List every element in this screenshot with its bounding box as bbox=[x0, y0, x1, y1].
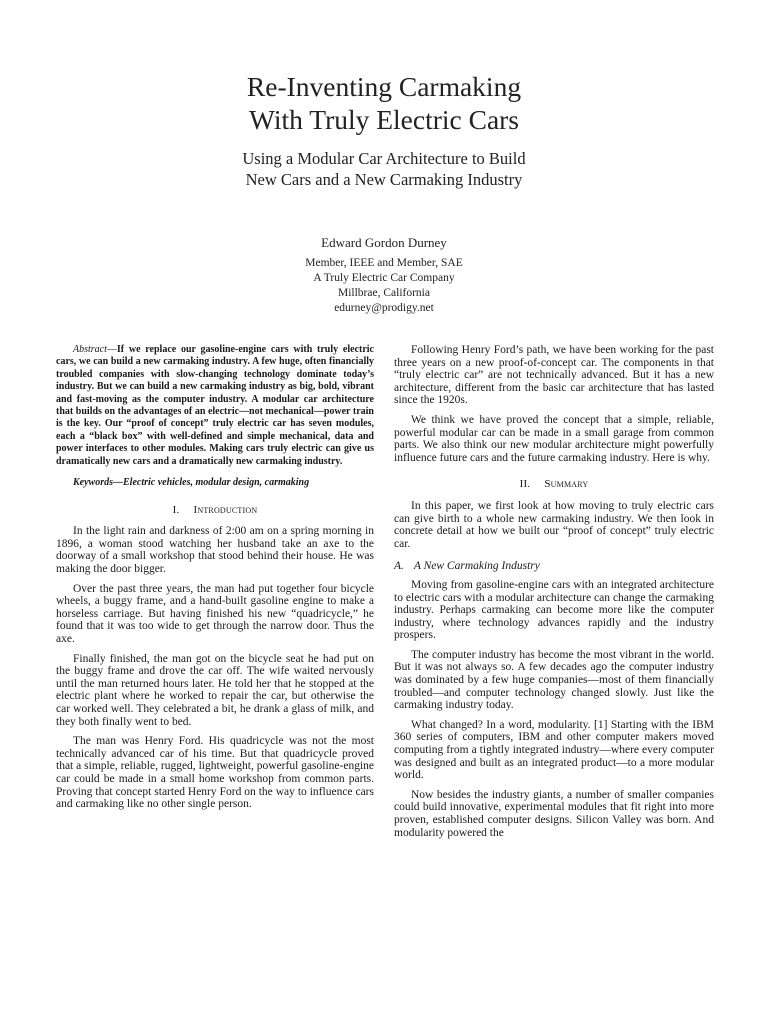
section-title: Introduction bbox=[193, 503, 258, 516]
keywords-label: Keywords— bbox=[73, 477, 123, 489]
section-title: Summary bbox=[544, 478, 589, 491]
affiliation-line: A Truly Electric Car Company bbox=[313, 272, 455, 284]
title-line-1: Re-Inventing Carmaking bbox=[246, 71, 522, 102]
paragraph: The man was Henry Ford. His quadricycle was not the most technically advanced car of his time. But that quadricycle proved that a simple, reliable, rugged, lightweight, powerful gasoline-engine car could be made in a small home workshop from common parts. Proving that concept started Henry Ford on the way to influence cars and carmaking like no other single person. bbox=[56, 735, 374, 811]
abstract-label: Abstract bbox=[73, 344, 107, 355]
section-heading-introduction bbox=[56, 504, 374, 517]
title-line-2: With Truly Electric Cars bbox=[248, 104, 520, 135]
abstract-dash: — bbox=[106, 344, 117, 355]
paragraph: Finally finished, the man got on the bicycle seat he had put on the buggy frame and drove the car off. The wife waited nervously until the man returned hours later. He told her that he stopped at the electric plant where he worked to repair the car, but otherwise the car worked well. They celebrated a bit, he drank a glass of milk, and they both finally went to bed. bbox=[56, 652, 374, 728]
paper-subtitle bbox=[0, 148, 768, 190]
author-name: Edward Gordon Durney bbox=[321, 235, 447, 250]
affiliation-line: Millbrae, California bbox=[338, 287, 430, 299]
abstract bbox=[56, 344, 374, 468]
paragraph: What changed? In a word, modularity. [1] Starting with the IBM 360 series of computers, IBM and other computer makers moved computing from a tightly integrated industry—where every computer was designed and built as an integrated product—to a more modular world. bbox=[394, 718, 714, 782]
section-number: I. bbox=[172, 503, 180, 516]
paper-title bbox=[0, 70, 768, 136]
subsection-number: A. bbox=[394, 560, 404, 573]
subsection-heading bbox=[394, 560, 714, 573]
subtitle-line-1: Using a Modular Car Architecture to Build bbox=[242, 149, 526, 168]
paragraph: In this paper, we first look at how moving to truly electric cars can give birth to a whole new carmaking industry. We then look in concrete detail at how we built our “proof of concept” truly electric car. bbox=[394, 499, 714, 550]
section-number: II. bbox=[519, 478, 531, 491]
author-email: edurney@prodigy.net bbox=[334, 302, 434, 314]
paragraph: The computer industry has become the most vibrant in the world. But it was not always so. A few decades ago the computer industry was dominated by a few huge companies—most of them financially troubled—and computer technology changed slowly. Just like the carmaking industry today. bbox=[394, 648, 714, 712]
affiliation-line: Member, IEEE and Member, SAE bbox=[305, 257, 463, 269]
paragraph: Now besides the industry giants, a number of smaller companies could build innovative, experimental modules that fit right into more proven, established computer designs. Silicon Valley was born. And modularity powered the bbox=[394, 788, 714, 839]
paragraph: In the light rain and darkness of 2:00 am on a spring morning in 1896, a woman stood watching her husband take an axe to the doorway of a small workshop that stood behind their house. He was making the door bigger. bbox=[56, 525, 374, 576]
author-affiliation bbox=[0, 256, 768, 316]
right-column bbox=[394, 344, 714, 846]
left-column bbox=[56, 344, 374, 818]
subsection-title: A New Carmaking Industry bbox=[413, 560, 540, 573]
paragraph: Following Henry Ford’s path, we have been working for the past three years on a new proof-of-concept car. The components in that “truly electric car” are not technically advanced. But it has a new architecture, different from the basic car architecture that has lasted since the 1920s. bbox=[394, 344, 714, 407]
abstract-text: If we replace our gasoline-engine cars with truly electric cars, we can build a new carmaking industry. A few huge, often financially troubled companies with slow-changing technology dominate today’s industry. But we can build a new carmaking industry as big, bold, vibrant and fast-moving as the computer industry. A modular car architecture that builds on the advantages of an electric—not mechanical—power train is the key. Our “proof of concept” truly electric car has seven modules, each a “black box” with well-defined and simple mechanical, data and power interfaces to other modules. Making cars truly electric can give us dramatically new cars and a dramatically new carmaking industry. bbox=[56, 344, 374, 467]
paragraph: Moving from gasoline-engine cars with an integrated architecture to electric cars with a modular architecture can change the carmaking industry. Perhaps carmaking can become more like the computer industry, where technology advances rapidly and the industry prospers. bbox=[394, 578, 714, 642]
paragraph: We think we have proved the concept that a simple, reliable, powerful modular car can be made in a small garage from common parts. We also think our new modular architecture might powerfully influence future cars and the future carmaking industry. Here is why. bbox=[394, 413, 714, 464]
paragraph: Over the past three years, the man had put together four bicycle wheels, a buggy frame, and a hand-built gasoline engine to make a horseless carriage. But having finished his new “quadricycle,” he found that it was too wide to get through the narrow door. Thus the axe. bbox=[56, 582, 374, 645]
keywords bbox=[56, 477, 374, 490]
section-heading-summary bbox=[394, 478, 714, 491]
subtitle-line-2: New Cars and a New Carmaking Industry bbox=[245, 170, 523, 189]
keywords-text: Electric vehicles, modular design, carmaking bbox=[123, 477, 310, 489]
